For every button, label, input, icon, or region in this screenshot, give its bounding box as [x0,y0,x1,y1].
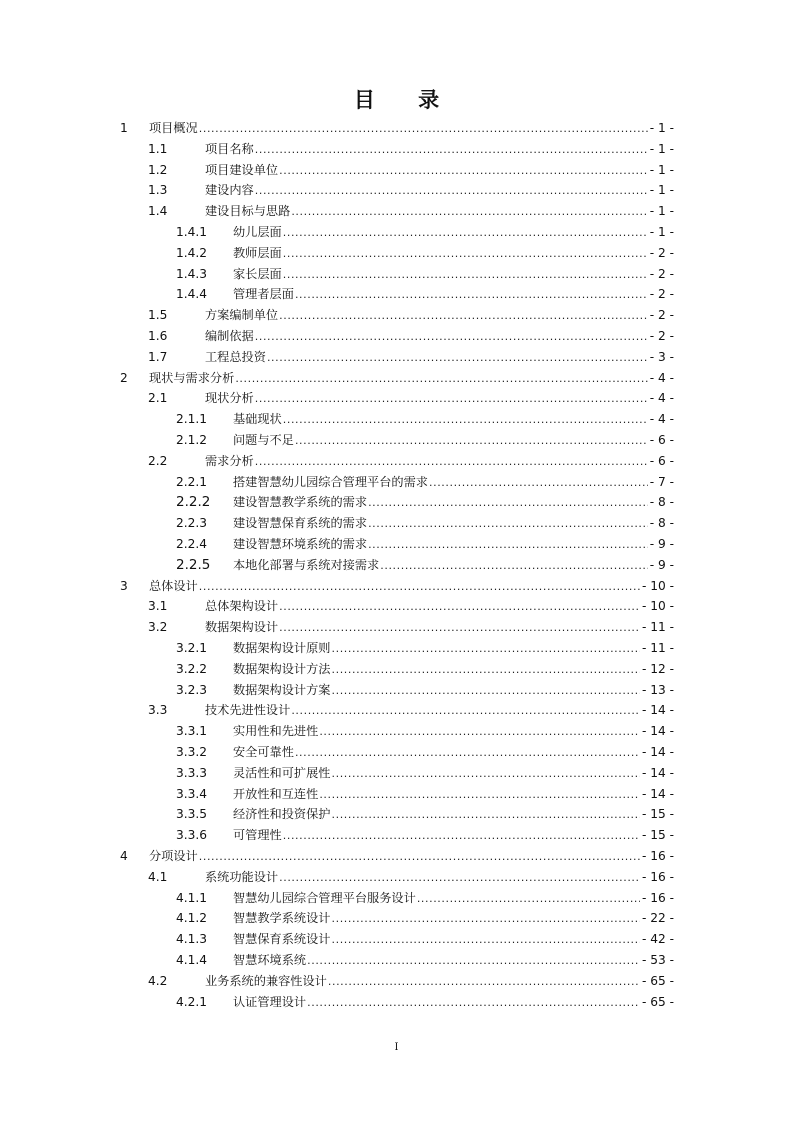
toc-leader-dots [283,244,648,265]
toc-entry-title: 需求分析 [205,453,254,468]
toc-entry-title: 教师层面 [233,245,282,260]
toc-entry-title: 问题与不足 [233,433,294,447]
toc-leader-dots [332,639,640,660]
toc-entry-page: - 1 - [649,204,674,219]
toc-entry-page: - 6 - [649,433,674,447]
toc-entry-number: 4.2.1 [176,994,208,1009]
toc-leader-dots [307,993,640,1014]
toc-entry[interactable] [0,992,793,1013]
toc-entry-number: 1.4.1 [176,225,208,239]
toc-entry-number: 3.2.3 [176,682,208,697]
toc-entry[interactable] [0,326,793,347]
toc-entry-number: 3.1 [148,599,168,614]
toc-entry-page: - 4 - [649,391,674,406]
toc-entry-page: - 3 - [649,349,674,364]
toc-entry-title: 系统功能设计 [205,869,279,884]
toc-entry[interactable] [0,950,793,971]
toc-entry-number: 2.2.2 [176,494,211,511]
toc-entry-title: 智慧幼儿园综合管理平台服务设计 [233,890,416,905]
toc-entry-body [233,804,674,826]
toc-entry[interactable] [0,763,793,784]
toc-entry[interactable] [0,201,793,222]
toc-entry-title: 工程总投资 [205,349,266,364]
toc-entry-body [233,721,674,743]
toc-entry-number: 2.2 [148,453,168,468]
toc-entry[interactable] [0,555,793,576]
toc-entry-page: - 6 - [649,453,674,468]
toc-entry[interactable] [0,139,793,160]
toc-entry-number: 1.7 [148,349,168,364]
toc-entry[interactable] [0,576,793,597]
toc-entry-title: 项目建设单位 [205,162,279,177]
toc-leader-dots [255,181,648,202]
toc-entry[interactable] [0,264,793,285]
toc-entry-title: 现状与需求分析 [149,370,235,385]
toc-entry[interactable] [0,430,793,451]
toc-entry-title: 数据架构设计原则 [233,641,331,655]
toc-entry-number: 2.1 [148,391,168,406]
toc-leader-dots [279,868,640,889]
toc-entry-title: 数据架构设计方法 [233,661,331,676]
toc-entry-title: 方案编制单位 [205,308,279,323]
toc-entry-body [233,222,674,244]
toc-entry-page: - 15 - [641,807,674,822]
toc-entry-title: 认证管理设计 [233,994,307,1009]
toc-leader-dots [332,909,640,930]
toc-entry-page: - 2 - [649,329,674,343]
toc-entry[interactable] [0,784,793,805]
toc-entry-number: 1.1 [148,141,168,156]
toc-leader-dots [332,660,640,681]
toc-entry[interactable] [0,118,793,139]
toc-entry-body [233,472,674,494]
toc-entry-page: - 9 - [649,557,674,572]
toc-entry-number: 3.3 [148,703,168,718]
toc-leader-dots [295,743,640,764]
toc-entry-page: - 16 - [641,869,674,884]
toc-leader-dots [255,327,648,348]
toc-entry[interactable] [0,804,793,825]
toc-entry[interactable] [0,284,793,305]
toc-entry-number: 4.1.1 [176,890,208,905]
toc-entry-title: 管理者层面 [233,287,294,302]
toc-entry[interactable] [0,534,793,555]
toc-entry[interactable] [0,388,793,409]
toc-entry-title: 分项设计 [149,849,198,863]
toc-entry-body [233,513,674,535]
toc-entry-body [233,659,674,681]
toc-entry-body [205,160,674,182]
toc-entry-number: 1.2 [148,162,168,177]
toc-entry-title: 编制依据 [205,329,254,343]
toc-entry-body [205,326,674,348]
toc-entry-body [233,784,674,806]
toc-entry-body [205,596,674,618]
toc-entry-number: 3.3.1 [176,724,208,739]
toc-entry-number: 3.3.2 [176,745,208,759]
toc-entry-page: - 65 - [641,973,674,988]
toc-entry-page: - 8 - [649,516,674,531]
toc-entry-title: 建设智慧环境系统的需求 [233,537,368,551]
toc-entry-page: - 16 - [641,890,674,905]
toc-entry-number: 3.2.2 [176,661,208,676]
toc-entry[interactable] [0,305,793,326]
toc-entry-page: - 14 - [641,745,674,759]
toc-entry-title: 业务系统的兼容性设计 [205,973,327,988]
toc-entry[interactable] [0,721,793,742]
toc-entry-page: - 13 - [641,682,674,697]
toc-entry-title: 总体设计 [149,578,198,593]
toc-entry-title: 建设智慧教学系统的需求 [233,495,368,510]
toc-entry-title: 经济性和投资保护 [233,807,331,822]
toc-entry-number: 3 [120,578,128,593]
toc-leader-dots [199,119,648,140]
toc-entry-number: 1.6 [148,329,168,343]
toc-leader-dots [279,161,648,182]
toc-entry-title: 项目名称 [205,141,254,156]
toc-entry-number: 3.3.5 [176,807,208,822]
toc-leader-dots [307,951,640,972]
toc-entry-title: 灵活性和可扩展性 [233,765,331,780]
toc-entry-body [205,180,674,202]
toc-leader-dots [429,473,648,494]
toc-entry-body [205,971,674,993]
toc-entry-page: - 10 - [641,578,674,593]
toc-entry[interactable] [0,492,793,513]
toc-entry-title: 建设目标与思路 [205,204,291,219]
toc-entry-number: 2.2.5 [176,556,211,573]
toc-entry-page: - 1 - [649,141,674,156]
toc-leader-dots [332,681,640,702]
toc-entry-page: - 1 - [649,225,674,239]
toc-entry[interactable] [0,596,793,617]
toc-entry-page: - 2 - [649,287,674,302]
toc-entry-body [233,409,674,431]
toc-entry-body [205,388,674,410]
toc-entry-page: - 9 - [649,537,674,551]
toc-leader-dots [295,285,648,306]
toc-entry-title: 现状分析 [205,391,254,406]
toc-leader-dots [283,410,648,431]
toc-leader-dots [332,930,640,951]
toc-entry[interactable] [0,409,793,430]
toc-entry-title: 本地化部署与系统对接需求 [233,557,380,572]
toc-leader-dots [283,826,640,847]
toc-entry[interactable] [0,971,793,992]
toc-entry-title: 开放性和互连性 [233,786,319,801]
toc-leader-dots [328,972,640,993]
toc-leader-dots [279,618,640,639]
toc-leader-dots [279,306,648,327]
toc-entry-number: 3.3.4 [176,786,208,801]
toc-entry-page: - 53 - [641,953,674,967]
toc-entry-number: 1.3 [148,183,168,198]
toc-entry[interactable] [0,825,793,846]
toc-entry[interactable] [0,700,793,721]
toc-entry-body [205,700,674,722]
toc-leader-dots [368,535,648,556]
toc-leader-dots [417,889,640,910]
toc-entry-title: 项目概况 [149,121,198,135]
toc-entry-body [205,617,674,639]
toc-entry-title: 技术先进性设计 [205,703,291,718]
toc-entry-title: 安全可靠性 [233,745,294,759]
toc-entry-title: 建设智慧保育系统的需求 [233,516,368,531]
toc-entry-body [205,451,674,473]
toc-leader-dots [368,493,648,514]
toc-entry-title: 建设内容 [205,183,254,198]
toc-entry-number: 1.4.4 [176,287,208,302]
toc-entry-number: 4.1.4 [176,953,208,967]
toc-leader-dots [283,265,648,286]
toc-entry-body [233,555,674,577]
toc-entry[interactable] [0,742,793,763]
toc-leader-dots [235,369,647,390]
toc-entry-number: 3.3.3 [176,765,208,780]
toc-entry-body [233,534,674,556]
toc-entry[interactable] [0,160,793,181]
toc-entry-body [233,284,674,306]
toc-entry-page: - 15 - [641,828,674,843]
toc-entry[interactable] [0,513,793,534]
toc-leader-dots [283,223,648,244]
toc-entry-number: 3.2.1 [176,641,208,655]
toc-entry[interactable] [0,888,793,909]
toc-entry-body [205,305,674,327]
toc-entry-page: - 1 - [649,121,674,135]
toc-entry-body [233,950,674,972]
toc-entry-body [205,347,674,369]
toc-entry-number: 2.2.3 [176,516,208,531]
toc-entry-page: - 65 - [641,994,674,1009]
toc-entry-page: - 4 - [649,370,674,385]
toc-entry-number: 3.3.6 [176,828,208,843]
toc-entry-number: 4.1.2 [176,911,208,926]
toc-entry-title: 数据架构设计方案 [233,682,331,697]
toc-entry-body [233,430,674,452]
toc-entry-body [149,576,674,598]
toc-entry[interactable] [0,243,793,264]
toc-entry-title: 幼儿层面 [233,225,282,239]
toc-entry-number: 2.2.1 [176,474,208,489]
toc-entry-title: 基础现状 [233,412,282,427]
toc-leader-dots [279,597,640,618]
toc-entry-body [233,825,674,847]
toc-entry-page: - 2 - [649,266,674,281]
toc-entry-body [233,992,674,1014]
toc-entry-number: 1 [120,121,128,135]
toc-leader-dots [291,701,640,722]
toc-entry-body [233,243,674,265]
toc-leader-dots [332,764,640,785]
toc-entry-body [205,201,674,223]
toc-entry[interactable] [0,180,793,201]
toc-entry[interactable] [0,222,793,243]
toc-entry[interactable] [0,929,793,950]
toc-entry-title: 智慧环境系统 [233,953,307,967]
toc-entry[interactable] [0,867,793,888]
toc-entry-title: 可管理性 [233,828,282,843]
toc-entry-body [205,867,674,889]
toc-leader-dots [199,847,640,868]
toc-entry[interactable] [0,451,793,472]
toc-entry-number: 2.1.2 [176,433,208,447]
toc-leader-dots [319,785,640,806]
toc-entry-number: 4.2 [148,973,168,988]
page-number-footer: I [394,1042,399,1053]
toc-entry-number: 4.1.3 [176,932,208,947]
toc-leader-dots [332,805,640,826]
toc-entry-body [233,638,674,660]
toc-entry[interactable] [0,347,793,368]
page-title: 目 录 [353,88,458,112]
toc-entry-body [149,846,674,868]
toc-entry-page: - 14 - [641,765,674,780]
toc-leader-dots [295,431,648,452]
toc-entry-body [233,888,674,910]
toc-entry[interactable] [0,680,793,701]
toc-entry-title: 实用性和先进性 [233,724,319,739]
toc-entry-page: - 14 - [641,703,674,718]
toc-entry[interactable] [0,472,793,493]
toc-leader-dots [319,722,640,743]
toc-entry-page: - 1 - [649,162,674,177]
toc-entry[interactable] [0,908,793,929]
toc-leader-dots [291,202,647,223]
toc-leader-dots [255,452,648,473]
toc-entry-number: 4 [120,849,128,863]
toc-entry-body [233,742,674,764]
toc-entry-body [233,264,674,286]
toc-entry-number: 1.5 [148,308,168,323]
toc-entry-page: - 8 - [649,495,674,510]
toc-entry-title: 智慧保育系统设计 [233,932,331,947]
toc-entry-page: - 1 - [649,183,674,198]
toc-entry-page: - 4 - [649,412,674,427]
toc-entry-number: 2 [120,370,128,385]
toc-entry-body [233,908,674,930]
toc-entry-body [233,929,674,951]
toc-entry-number: 4.1 [148,869,168,884]
toc-leader-dots [199,577,640,598]
toc-leader-dots [255,140,648,161]
toc-entry-page: - 12 - [641,661,674,676]
toc-entry-page: - 11 - [641,620,674,635]
toc-entry-body [205,139,674,161]
toc-entry-body [149,368,674,390]
toc-entry-number: 1.4.3 [176,266,208,281]
toc-leader-dots [255,389,648,410]
toc-entry-number: 1.4.2 [176,245,208,260]
toc-entry[interactable] [0,368,793,389]
toc-entry-number: 3.2 [148,620,168,635]
toc-entry-body [149,118,674,140]
toc-entry-number: 2.1.1 [176,412,208,427]
toc-entry-title: 家长层面 [233,266,282,281]
toc-entry-page: - 2 - [649,245,674,260]
toc-entry-page: - 7 - [649,474,674,489]
toc-entry-page: - 42 - [641,932,674,947]
toc-entry-title: 智慧教学系统设计 [233,911,331,926]
toc-leader-dots [267,348,648,369]
toc-entry-page: - 11 - [641,641,674,655]
toc-entry[interactable] [0,638,793,659]
toc-entry-body [233,763,674,785]
toc-entry-title: 搭建智慧幼儿园综合管理平台的需求 [233,474,428,489]
toc-entry-body [233,492,674,514]
toc-entry-body [233,680,674,702]
toc-entry[interactable] [0,659,793,680]
toc-entry[interactable] [0,617,793,638]
toc-leader-dots [368,514,648,535]
toc-entry-page: - 22 - [641,911,674,926]
toc-entry-page: - 14 - [641,724,674,739]
toc-entry-page: - 2 - [649,308,674,323]
toc-entry-page: - 16 - [641,849,674,863]
toc-entry-title: 数据架构设计 [205,620,279,635]
toc-leader-dots [380,556,647,577]
toc-entry-number: 1.4 [148,204,168,219]
toc-entry-page: - 10 - [641,599,674,614]
toc-entry-title: 总体架构设计 [205,599,279,614]
toc-entry-number: 2.2.4 [176,537,208,551]
toc-entry[interactable] [0,846,793,867]
toc-entry-page: - 14 - [641,786,674,801]
